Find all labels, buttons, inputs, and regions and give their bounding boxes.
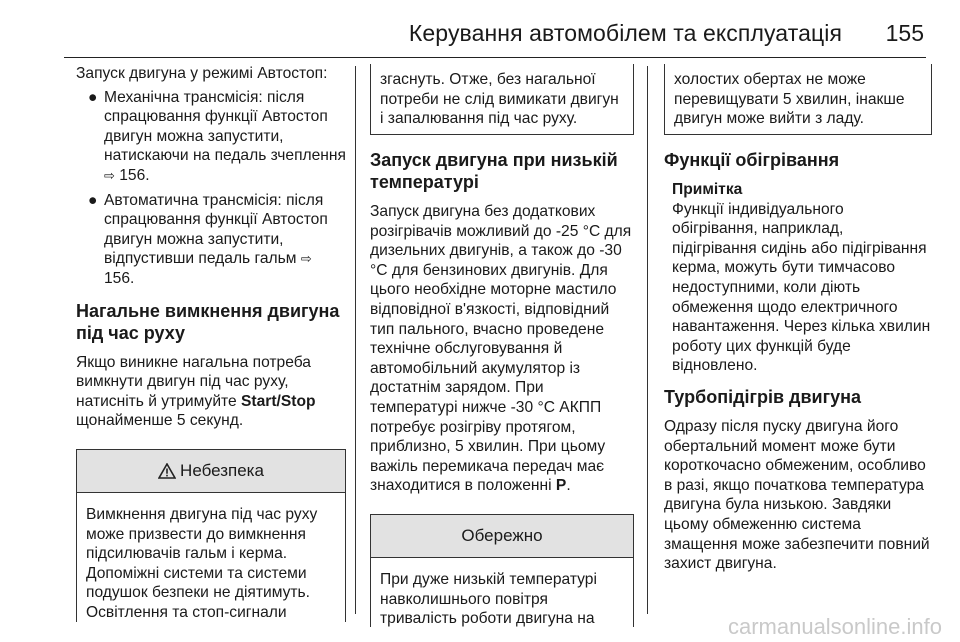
bullet-text: Механічна трансмісія: після спрацювання функції Автостоп двигун можна запустити, натискаючи на педаль зчеплення xyxy=(104,88,346,165)
note-block xyxy=(664,180,932,376)
cold-start-paragraph xyxy=(370,202,634,496)
column-2 xyxy=(370,64,634,627)
gear-position-label: P xyxy=(555,477,567,495)
paragraph-text: щонайменше 5 секунд. xyxy=(76,412,244,430)
page-header xyxy=(0,0,960,58)
column-1 xyxy=(76,64,346,622)
section-title-emergency-stop: Нагальне вимкнення двигуна під час руху xyxy=(76,300,340,343)
caution-box-continued xyxy=(664,64,932,135)
list-item xyxy=(76,88,346,186)
note-text: Функції індивідуального обігрівання, наприклад, підігрівання сидінь або підігрівання керма, можуть бути тимчасово недоступними, коли діють обмеження щодо електричного навантаження. Через кілька хвилин роботу цих функцій буде відновлено. xyxy=(672,200,931,375)
paragraph-text: Якщо виникне нагальна потреба вимкнути двигун під час руху, натисніть й утримуйте xyxy=(76,353,311,410)
autostop-intro: Запуск двигуна у режимі Автостоп: xyxy=(76,65,328,82)
paragraph-text: Запуск двигуна без додаткових розігрівачів можливий до -25 °C для дизельних двигунів, а також до -30 °C для бензинових двигунів. Для цього необхідне моторне мастило відповідної в'язкості, відповідний тип пального, вчасно проведене технічне обслуговування й автомобільний акумулятор із достатнім зарядом. При температурі нижче -30 °C АКПП потребує розігріву протягом, приблизно, 5 хвилин. При цьому важіль перемикача передач має знаходитися в положенні xyxy=(370,203,632,495)
paragraph-text: . xyxy=(566,477,571,495)
column-3 xyxy=(664,64,932,574)
caution-box-header xyxy=(371,515,633,558)
header-title: Керування автомобілем та експлуатація xyxy=(408,20,842,46)
warning-box-title: Небезпека xyxy=(180,461,264,481)
warning-box-text: Вимкнення двигуна під час руху може призвести до вимкнення підсилювачів гальм і керма. Допоміжні системи та системи подушок безпеки не діятимуть. Освітлення та стоп-сигнали xyxy=(86,505,318,621)
section-title-cold-start: Запуск двигуна при низькій температурі xyxy=(370,150,618,192)
page-number: 155 xyxy=(885,20,924,46)
note-title: Примітка xyxy=(672,181,743,198)
arrow-ref-icon: ⇨ xyxy=(300,251,312,267)
watermark: carmanualsonline.info xyxy=(727,614,942,639)
turbo-warmup-paragraph: Одразу після пуску двигуна його обертальний момент може бути короткочасно обмеженим, особливо в разі, якщо початкова температура двигуна була низькою. Завдяки цьому обмеженню система змащення може забезпечити повний захист двигуна. xyxy=(664,417,930,573)
section-title-heating-functions: Функції обігрівання xyxy=(664,150,840,170)
warning-box-header xyxy=(77,450,345,493)
caution-box xyxy=(370,514,634,627)
section-title-turbo-warmup: Турбопідігрів двигуна xyxy=(664,386,861,407)
warning-box xyxy=(76,449,346,622)
header-rule xyxy=(64,57,926,58)
warning-box-continued xyxy=(370,64,634,135)
list-item xyxy=(76,191,346,289)
emergency-stop-paragraph xyxy=(76,353,346,431)
start-stop-button-label: Start/Stop xyxy=(241,392,316,410)
page-ref-link[interactable]: 156. xyxy=(119,166,150,184)
caution-box-text: При дуже низькій температурі навколишнього повітря тривалість роботи двигуна на xyxy=(380,570,597,628)
arrow-ref-icon: ⇨ xyxy=(104,167,115,183)
bullet-text: Автоматична трансмісія: після спрацювання функції Автостоп двигун можна запустити, відпустивши педаль гальм xyxy=(104,191,328,268)
autostop-bullets xyxy=(76,88,346,289)
warning-box-continued-text: згаснуть. Отже, без нагальної потреби не слід вимикати двигун і запалювання під час руху. xyxy=(380,71,619,128)
column-divider-1 xyxy=(355,66,356,614)
page-ref-link[interactable]: 156. xyxy=(104,269,135,287)
bullet-dot-icon: ● xyxy=(88,191,98,209)
caution-box-title: Обережно xyxy=(461,526,543,546)
bullet-dot-icon: ● xyxy=(88,88,98,106)
caution-box-continued-text: холостих обертах не може перевищувати 5 хвилин, інакше двигун може вийти з ладу. xyxy=(674,71,905,128)
column-divider-2 xyxy=(647,66,648,614)
warning-triangle-icon xyxy=(158,463,176,479)
